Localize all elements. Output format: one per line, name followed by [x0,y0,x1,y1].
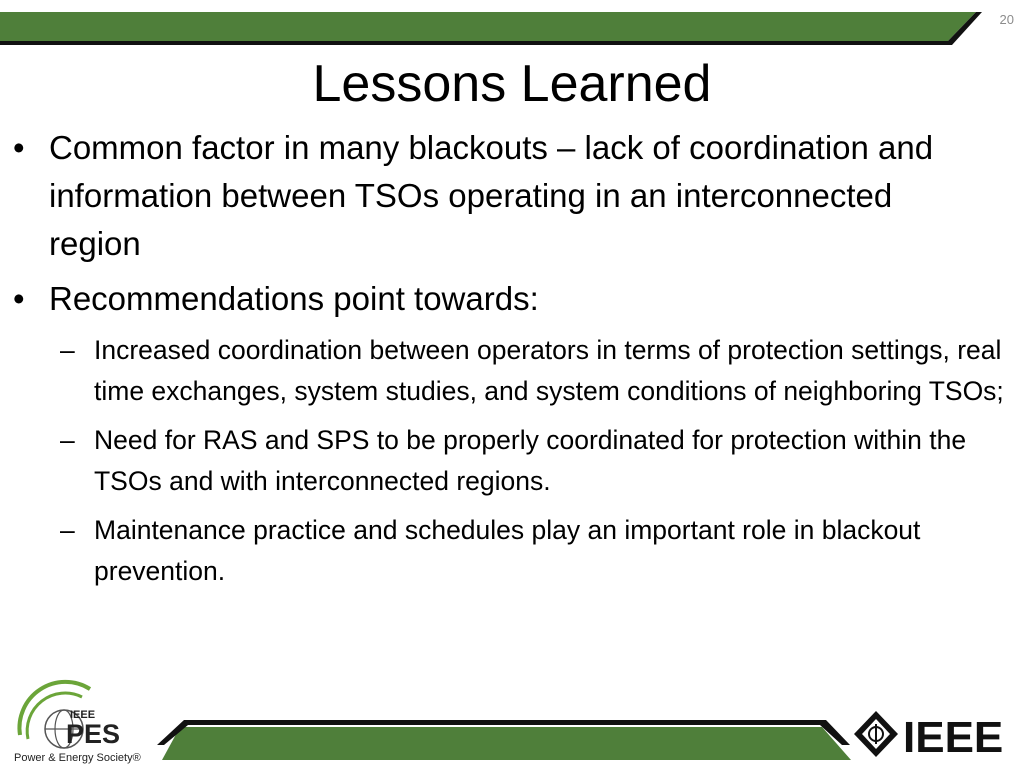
sub-bullet-text: Increased coordination between operators in terms of protection settings, real time exchanges, system studies, and system conditions of neighboring TSOs; [94,335,1004,406]
bullet-item [0,124,1024,268]
sub-bullet-item [0,510,1024,592]
sub-bullet-item [0,420,1024,502]
sub-bullet-marker: – [60,335,75,365]
sub-bullet-marker: – [60,515,75,545]
sub-bullet-list [0,330,1024,592]
bullet-text: Common factor in many blackouts – lack of coordination and information between TSOs operating in an interconnected region [49,129,934,262]
sub-bullet-item [0,330,1024,412]
pes-logo-main: PES [66,719,121,749]
bullet-item [0,275,1024,323]
sub-bullet-text: Need for RAS and SPS to be properly coordinated for protection within the TSOs and with interconnected regions. [94,425,967,496]
top-accent-band [0,0,1024,50]
slide-title: Lessons Learned [312,55,712,113]
ieee-logo-text: IEEE [903,713,1004,760]
pes-logo-top: IEEE [70,709,96,721]
ieee-diamond-logo [852,708,1017,760]
pes-globe-logo [12,675,162,765]
bullet-text: Recommendations point towards: [49,280,539,317]
pes-logo-caption: Power & Energy Society® [14,752,141,764]
bullet-marker: • [13,129,25,166]
slide-content [0,124,1024,600]
bullet-marker: • [13,280,25,317]
sub-bullet-text: Maintenance practice and schedules play an important role in blackout prevention. [94,515,921,586]
sub-bullet-marker: – [60,425,75,455]
slide-number: 20 [999,12,1014,27]
